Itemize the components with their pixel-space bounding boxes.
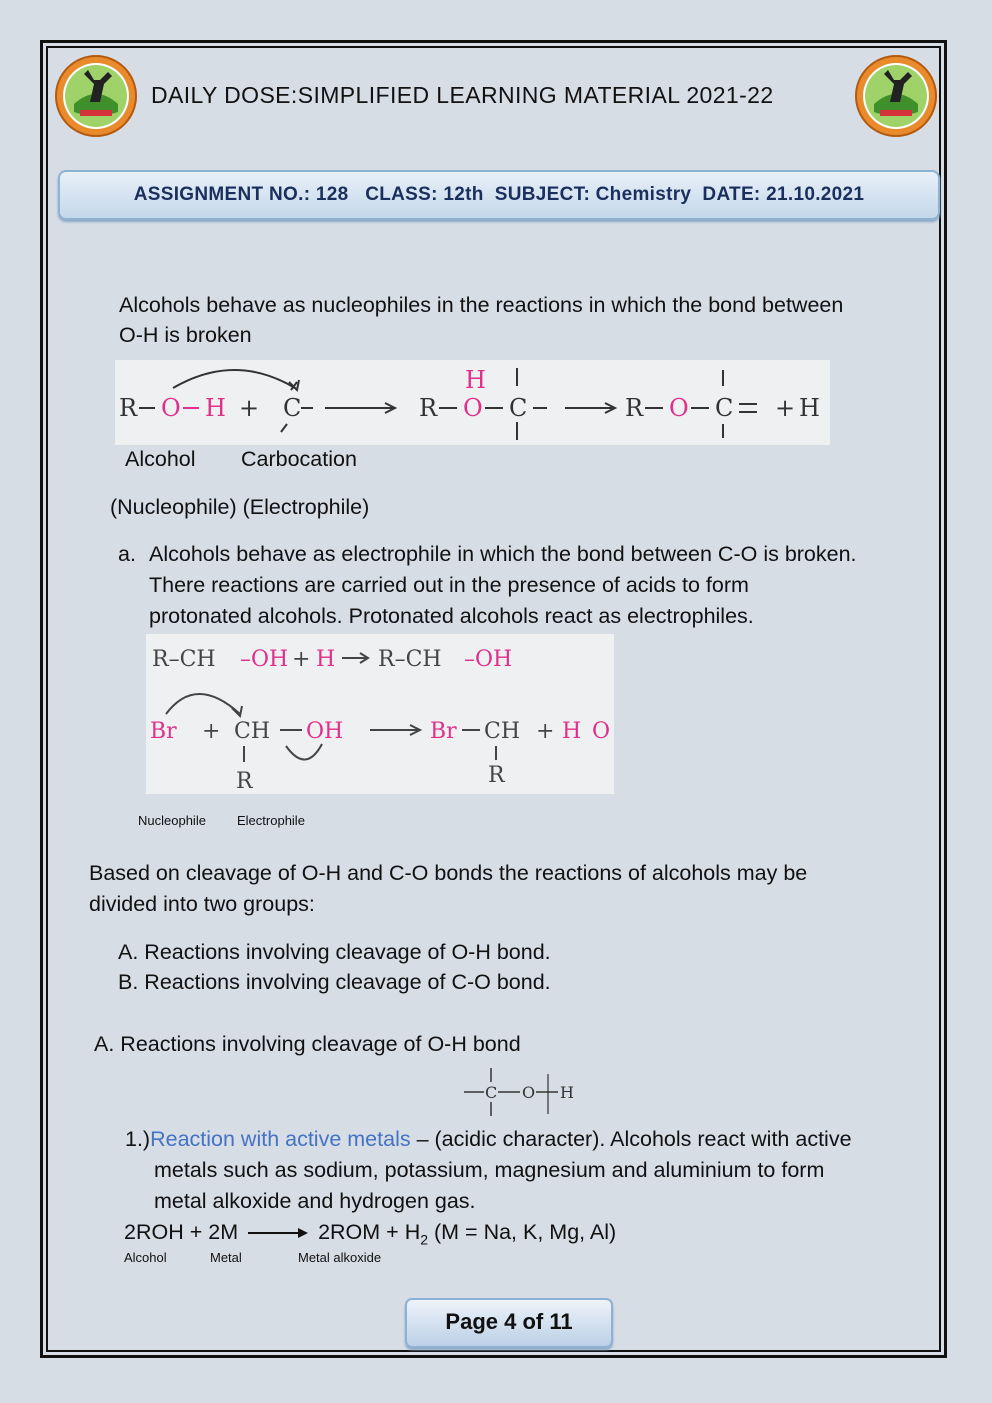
scheme1-r1: R [119, 394, 138, 422]
equation-tail: (M = Na, K, Mg, Al) [428, 1220, 617, 1244]
label-nucleophile-electrophile: (Nucleophile) (Electrophile) [110, 495, 370, 519]
groups-line-1: Based on cleavage of O-H and C-O bonds the reactions of alcohols may be [89, 861, 808, 885]
assignment-bar [58, 170, 940, 220]
item-a-line-2: There reactions are carried out in the presence of acids to form [149, 573, 749, 597]
section-a-heading: A. Reactions involving cleavage of O-H bond [94, 1032, 521, 1056]
equation-left: 2ROH + 2M [124, 1220, 239, 1244]
scheme2-row2-ch2: CH [484, 719, 521, 744]
intro-line-1: Alcohols behave as nucleophiles in the reactions in which the bond between [119, 293, 844, 317]
scheme2-row2-r2: R [488, 763, 505, 788]
scheme2-row1-a: R–CH [152, 647, 216, 672]
school-logo-left [54, 54, 138, 138]
scheme2-row2-ch: CH [234, 719, 271, 744]
assignment-info: ASSIGNMENT NO.: 128 CLASS: 12th SUBJECT: Chemistry DATE: 21.10.2021 [133, 184, 865, 205]
group-item-b: B. Reactions involving cleavage of C-O bond. [118, 970, 551, 994]
scheme2-row2-oh: OH [306, 719, 344, 744]
reaction-1-line-3: metal alkoxide and hydrogen gas. [154, 1189, 476, 1213]
electrophile-reaction-scheme [146, 634, 614, 794]
scheme2-row2-br: Br [150, 719, 177, 744]
scheme2-row1-b: R–CH [378, 647, 442, 672]
scheme1-c2: C [509, 394, 528, 422]
reaction-1-desc: – (acidic character). Alcohols react with active [410, 1127, 852, 1151]
struct-c: C [485, 1083, 498, 1102]
scheme1-r2: R [419, 394, 438, 422]
nucleophile-reaction-scheme [115, 360, 830, 445]
scheme1-h1: H [205, 394, 226, 422]
equation-right: 2ROM + H [318, 1220, 421, 1244]
groups-line-2: divided into two groups: [89, 892, 315, 916]
scheme1-o1: O [161, 394, 181, 422]
scheme1-c1: C [283, 394, 302, 422]
scheme2-row2-plus: + [202, 719, 221, 744]
scheme2-row2-r: R [236, 769, 253, 794]
scheme2-row1-oh2: –OH [464, 647, 513, 672]
page-indicator: Page 4 of 11 [405, 1298, 613, 1348]
item-a-marker: a. [118, 542, 136, 566]
scheme2-row2-h2o-o: O [592, 719, 611, 744]
scheme2-row2-brch: Br [430, 719, 457, 744]
scheme2-row2-h2o-h: H [562, 719, 582, 744]
label-alcohol-small: Alcohol [124, 1250, 167, 1265]
reaction-1-number: 1.) [125, 1127, 151, 1151]
scheme2-row1-h: H [316, 647, 336, 672]
scheme1-h2: H [465, 366, 486, 394]
scheme1-r3: R [625, 394, 644, 422]
equation-subscript: 2 [420, 1231, 429, 1248]
scheme2-row2-plus2: + [536, 719, 555, 744]
label-electrophile-small: Electrophile [237, 813, 305, 828]
label-nucleophile-small: Nucleophile [138, 813, 206, 828]
reaction-with-active-metals-link[interactable]: Reaction with active metals [150, 1127, 411, 1151]
scheme1-hplus: H [799, 394, 820, 422]
reaction-1-line-1 [125, 1124, 852, 1155]
scheme1-o3: O [669, 394, 689, 422]
page-title: DAILY DOSE:SIMPLIFIED LEARNING MATERIAL 2021-22 [151, 82, 774, 108]
group-item-a: A. Reactions involving cleavage of O-H bond. [118, 940, 551, 964]
label-alcohol: Alcohol [125, 447, 196, 471]
item-a-line-1: Alcohols behave as electrophile in which the bond between C-O is broken. [149, 542, 857, 566]
label-metal-alkoxide-small: Metal alkoxide [298, 1250, 382, 1265]
reaction-1-line-2: metals such as sodium, potassium, magnesium and aluminium to form [154, 1158, 825, 1182]
struct-o: O [522, 1083, 536, 1102]
label-carbocation: Carbocation [241, 447, 357, 471]
scheme1-plus2: + [775, 394, 796, 422]
oh-bond-structure [460, 1064, 580, 1120]
item-a-line-3: protonated alcohols. Protonated alcohols react as electrophiles. [149, 604, 754, 628]
intro-line-2: O-H is broken [119, 323, 252, 347]
scheme2-row1-oh: –OH [240, 647, 289, 672]
scheme1-plus1: + [239, 394, 260, 422]
scheme1-o2: O [463, 394, 483, 422]
struct-h: H [560, 1083, 574, 1102]
scheme2-row1-plus: + [292, 647, 311, 672]
label-metal-small: Metal [210, 1250, 242, 1265]
scheme1-c3: C [715, 394, 734, 422]
reaction-arrow-icon [248, 1227, 308, 1239]
school-logo-right [854, 54, 938, 138]
